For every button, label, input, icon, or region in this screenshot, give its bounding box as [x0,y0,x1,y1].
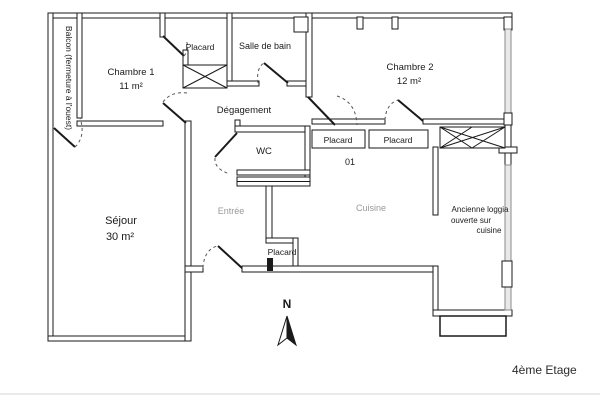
room-label-entree: Entrée [217,206,245,216]
room-label-chambre1: Chambre 1 [107,67,155,78]
room-label-placard-bas: Placard [267,247,297,257]
wall [77,121,163,126]
room-label-loggia-line2: ouverte sur [450,216,492,225]
wall-structure [48,13,517,341]
room-area-chambre2: 12 m² [396,76,422,87]
wall [423,119,505,124]
wall [160,13,165,37]
loggia-glazing [505,165,511,310]
wall [312,119,385,124]
room-label-placard-couloir-2: Placard [383,135,413,145]
room-area-chambre1: 11 m² [119,81,143,92]
room-label-sejour: Séjour [105,215,137,227]
wall [235,126,307,132]
loggia-window [502,261,512,287]
room-label-placard-couloir-1: Placard [323,135,353,145]
floor-label: 4ème Etage [512,363,577,377]
door-leaf-balcon [54,128,75,147]
wall [287,81,307,86]
wall [185,266,203,272]
door-leaf-chambre1 [163,103,186,123]
door-leaf-salle-de-bain [264,63,288,83]
room-area-sejour: 30 m² [105,231,135,243]
north-label: N [282,297,292,311]
room-label-chambre2: Chambre 2 [386,62,434,73]
chambre2-window [505,29,511,115]
wall [433,147,438,215]
unit-number: 01 [344,157,356,167]
door-leaf-chambre2 [398,100,423,121]
north-needle-left [278,316,287,345]
wall [237,170,310,175]
wall [48,13,53,341]
room-label-wc: WC [256,146,272,157]
wall [357,17,363,29]
wall [433,310,512,316]
door-arc [203,246,217,268]
door-arc [215,158,230,174]
wall [48,13,512,18]
wall [505,119,511,165]
wall [48,336,190,341]
room-label-balcon: Balcon (fermeture à l'ouest) [64,25,74,131]
wall [227,13,232,85]
loggia-planter-box [440,316,506,336]
wall [266,186,272,241]
wall [294,17,308,32]
room-label-cuisine: Cuisine [355,203,387,213]
wall [433,266,438,314]
room-label-salle-de-bain: Salle de bain [238,41,292,51]
wall [77,13,82,118]
wall [185,121,191,341]
room-label-degagement: Dégagement [216,105,272,116]
door-arc [258,63,264,83]
window-cap [504,17,512,30]
placard-door-marker [267,258,273,271]
door-leaf-wc [215,133,237,157]
wall [183,50,188,67]
door-arc [385,100,398,120]
room-label-placard-haut: Placard [185,42,215,52]
wall [227,81,259,86]
wall [392,17,398,29]
north-needle-right [287,316,296,345]
door-leaf-placard-haut [163,36,184,56]
room-label-loggia-line3: cuisine [476,226,502,235]
north-arrow-icon [278,297,296,345]
room-label-loggia-line1: Ancienne loggia [451,205,509,214]
door-arc [163,93,187,102]
door-leaf-entree [218,246,242,268]
window-cap [504,113,512,125]
